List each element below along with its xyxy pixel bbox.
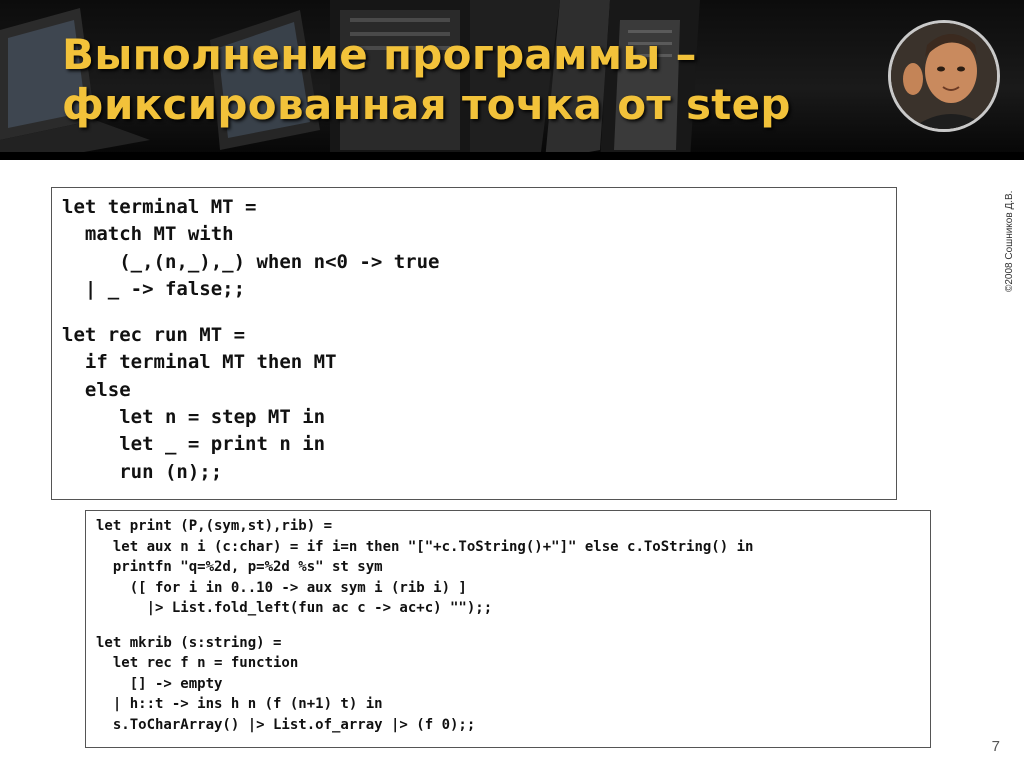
code-line: let _ = print n in [62,433,326,456]
code-line: | h::t -> ins h n (f (n+1) t) in [96,696,383,712]
slide-title-line-1: Выполнение программы – [62,30,697,79]
code-line: if terminal MT then MT [62,351,337,374]
author-avatar [888,20,1000,132]
copyright-notice: ©2008 Сошников Д.В. [1004,190,1015,292]
slide-title-line-2: фиксированная точка от step [62,80,791,129]
code-line: let print (P,(sym,st),rib) = [96,518,333,534]
code-line: ([ for i in 0..10 -> aux sym i (rib i) ] [96,579,467,596]
code-block-run [51,187,897,500]
author-portrait-icon [891,23,997,129]
code-line: let mkrib (s:string) = [96,634,282,651]
code-block-print [85,510,931,748]
code-line: let rec run MT = [62,324,246,347]
slide-title [62,30,862,130]
code-line: let aux n i (c:char) = if i=n then "["+c.ToString()+"]" else c.ToString() in [96,538,754,555]
code-line: printfn "q=%2d, p=%2d %s" st sym [96,559,383,575]
code-line: [] -> empty [96,675,223,692]
code-line: let rec f n = function [96,655,299,671]
code-line: match MT with [62,223,234,246]
code-line: let n = step MT in [62,406,326,429]
slide-header [0,0,1024,160]
code-line: let terminal MT = [62,196,257,218]
code-line: | _ -> false;; [62,277,246,300]
code-line: else [62,378,131,401]
code-line: (_,(n,_),_) when n<0 -> true [62,250,440,273]
code-line: run (n);; [62,460,223,483]
code-line: |> List.fold_left(fun ac c -> ac+c) "");; [96,600,493,616]
code-line: s.ToCharArray() |> List.of_array |> (f 0);; [96,716,476,733]
code-line [62,303,896,322]
page-number: 7 [991,738,1000,755]
code-line [96,619,930,633]
